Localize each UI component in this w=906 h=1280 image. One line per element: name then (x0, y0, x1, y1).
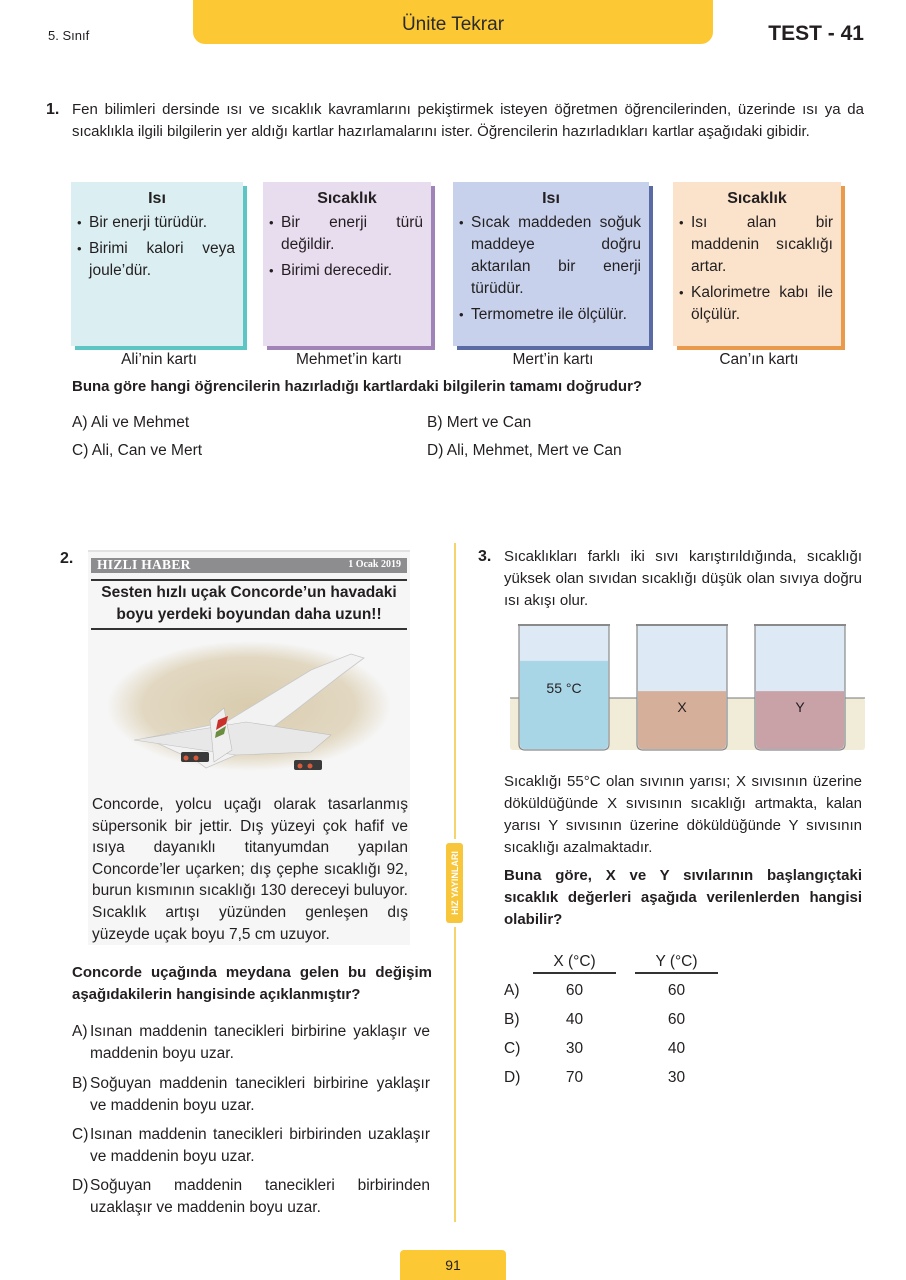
option-letter: C) (504, 1040, 521, 1057)
beaker (518, 625, 610, 750)
beaker-liquid (520, 661, 608, 749)
grade-label: 5. Sınıf (48, 28, 90, 43)
x-value: 70 (565, 1069, 584, 1086)
option-text: Soğuyan maddenin tanecikleri birbirinden uzaklaşır ve maddenin boyu uzar. (90, 1177, 430, 1216)
question-3-prompt: Buna göre, X ve Y sıvılarının başlangıçtaki sıcaklık değerleri aşağıda verilenlerden hangisi olabilir? (504, 867, 862, 928)
beaker-label: X (677, 699, 687, 715)
q2-option-d[interactable] (72, 1175, 430, 1219)
option-text: Soğuyan maddenin tanecikleri birbirine yaklaşır ve maddenin boyu uzar. (90, 1075, 430, 1114)
card-label-mert: Mert’in kartı (512, 351, 594, 368)
q1-option-c[interactable]: C) Ali, Can ve Mert (72, 442, 203, 459)
question-1-stem: Fen bilimleri dersinde ısı ve sıcaklık kavramlarını pekiştirmek isteyen öğretmen öğrencilerinden, üzerinde ısı ya da sıcaklıkla ilgili bilgilerin yer aldığı kartlar hazırlamalarını ister. Öğrencilerin hazırladıkları kartlar aşağıdaki gibidir. (72, 101, 864, 140)
q2-option-b[interactable] (72, 1073, 430, 1117)
card-label-can: Can’ın kartı (719, 351, 799, 368)
question-2-prompt: Concorde uçağında meydana gelen bu değişim aşağıdakilerin hangisinde açıklanmıştır? (72, 964, 432, 1003)
y-value: 30 (667, 1069, 686, 1086)
news-rule-bottom (91, 628, 407, 630)
publisher-tag (446, 843, 463, 923)
beakers-diagram (505, 620, 865, 760)
news-brand: HIZLI HABER (97, 557, 191, 572)
option-text: Isınan maddenin tanecikleri birbirinden uzaklaşır ve maddenin boyu uzar. (90, 1126, 430, 1165)
option-letter: C) (72, 1126, 89, 1143)
q2-option-a[interactable] (72, 1021, 430, 1065)
q1-option-a[interactable]: A) Ali ve Mehmet (72, 414, 190, 431)
y-value: 60 (667, 982, 686, 999)
beaker-label: Y (795, 699, 805, 715)
question-3-number: 3. (478, 548, 492, 565)
table-header-rule-x (533, 972, 616, 974)
column-divider-top (454, 543, 456, 839)
option-letter: B) (72, 1075, 88, 1092)
page-number: 91 (400, 1250, 506, 1280)
table-header-y: Y (°C) (655, 953, 698, 970)
option-letter: A) (72, 1023, 88, 1040)
news-clipping (88, 550, 410, 945)
beaker-label: 55 °C (546, 680, 582, 696)
question-1-number: 1. (46, 101, 60, 118)
card-item: • Termometre ile ölçülür. (461, 304, 641, 326)
option-letter: D) (504, 1069, 521, 1086)
q2-option-c[interactable] (72, 1124, 430, 1168)
question-3-body: Sıcaklığı 55°C olan sıvının yarısı; X sıvısının üzerine döküldüğünde X sıvısının sıcaklığı artmakta, kalan yarısı Y sıvısının üzerine döküldüğünde Y sıvısının sıcaklığı azalmaktadır. (504, 773, 862, 856)
card-item: • Bir enerji türüdür. (79, 212, 235, 234)
x-value: 40 (565, 1011, 584, 1028)
card-title: Sıcaklık (317, 190, 377, 207)
concorde-photo (106, 640, 392, 772)
news-headline: Sesten hızlı uçak Concorde’un havadaki boyu yerdeki boyundan daha uzun!! (101, 584, 397, 623)
question-2-number: 2. (60, 550, 74, 567)
option-letter: B) (504, 1011, 520, 1028)
card-item: • Isı alan bir maddenin sıcaklığı artar. (681, 212, 833, 278)
card-item: • Birimi kalori veya joule’dür. (79, 238, 235, 282)
card-title: Sıcaklık (727, 190, 787, 207)
table-header-x: X (°C) (553, 953, 596, 970)
card-ali (71, 182, 243, 346)
option-letter: D) (72, 1177, 89, 1194)
card-can (673, 182, 841, 346)
x-value: 30 (565, 1040, 584, 1057)
news-rule-top (91, 579, 407, 581)
column-divider-bottom (454, 927, 456, 1222)
q1-option-d[interactable]: D) Ali, Mehmet, Mert ve Can (427, 442, 622, 459)
card-item: • Sıcak maddeden soğuk maddeye doğru aktarılan bir enerji türüdür. (461, 212, 641, 300)
beaker (636, 625, 728, 750)
card-mehmet (263, 182, 431, 346)
question-3-stem: Sıcaklıkları farklı iki sıvı karıştırıldığında, sıcaklığı yüksek olan sıvıdan sıcaklığı düşük olan sıvıya doğru ısı akışı olur. (504, 548, 862, 609)
card-mert (453, 182, 649, 346)
option-letter: A) (504, 982, 520, 999)
card-title: Isı (148, 190, 166, 207)
y-value: 60 (667, 1011, 686, 1028)
news-masthead (91, 558, 407, 573)
question-1-prompt: Buna göre hangi öğrencilerin hazırladığı kartlardaki bilgilerin tamamı doğrudur? (72, 378, 643, 395)
x-value: 60 (565, 982, 584, 999)
card-item: • Birimi derecedir. (271, 260, 423, 282)
card-label-ali: Ali’nin kartı (121, 351, 197, 368)
test-number: TEST - 41 (768, 22, 864, 45)
card-item: • Kalorimetre kabı ile ölçülür. (681, 282, 833, 326)
q1-option-b[interactable]: B) Mert ve Can (427, 414, 532, 431)
card-item: • Bir enerji türü değildir. (271, 212, 423, 256)
news-body: Concorde, yolcu uçağı olarak tasarlanmış süpersonik bir jettir. Dış yüzeyi çok hafif ve ısıya dayanıklı titanyumdan yapılan Concorde’ler uçarken; dış çephe sıcaklığı 92, burun kısmının sıcaklığı 130 dereceyi buluyor. Sıcaklık artışı yüzünden genleşen dış yüzeyde uçak boyu 7,5 cm uzuyor. (92, 796, 408, 943)
beaker (754, 625, 846, 750)
card-title: Isı (542, 190, 560, 207)
y-value: 40 (667, 1040, 686, 1057)
table-header-rule-y (635, 972, 718, 974)
card-label-mehmet: Mehmet’in kartı (296, 351, 402, 368)
unit-review-banner: Ünite Tekrar (193, 0, 713, 44)
option-text: Isınan maddenin tanecikleri birbirine yaklaşır ve maddenin boyu uzar. (90, 1023, 430, 1062)
news-date: 1 Ocak 2019 (348, 559, 401, 570)
publisher-tag-text: HIZ YAYINLARI (449, 851, 460, 915)
